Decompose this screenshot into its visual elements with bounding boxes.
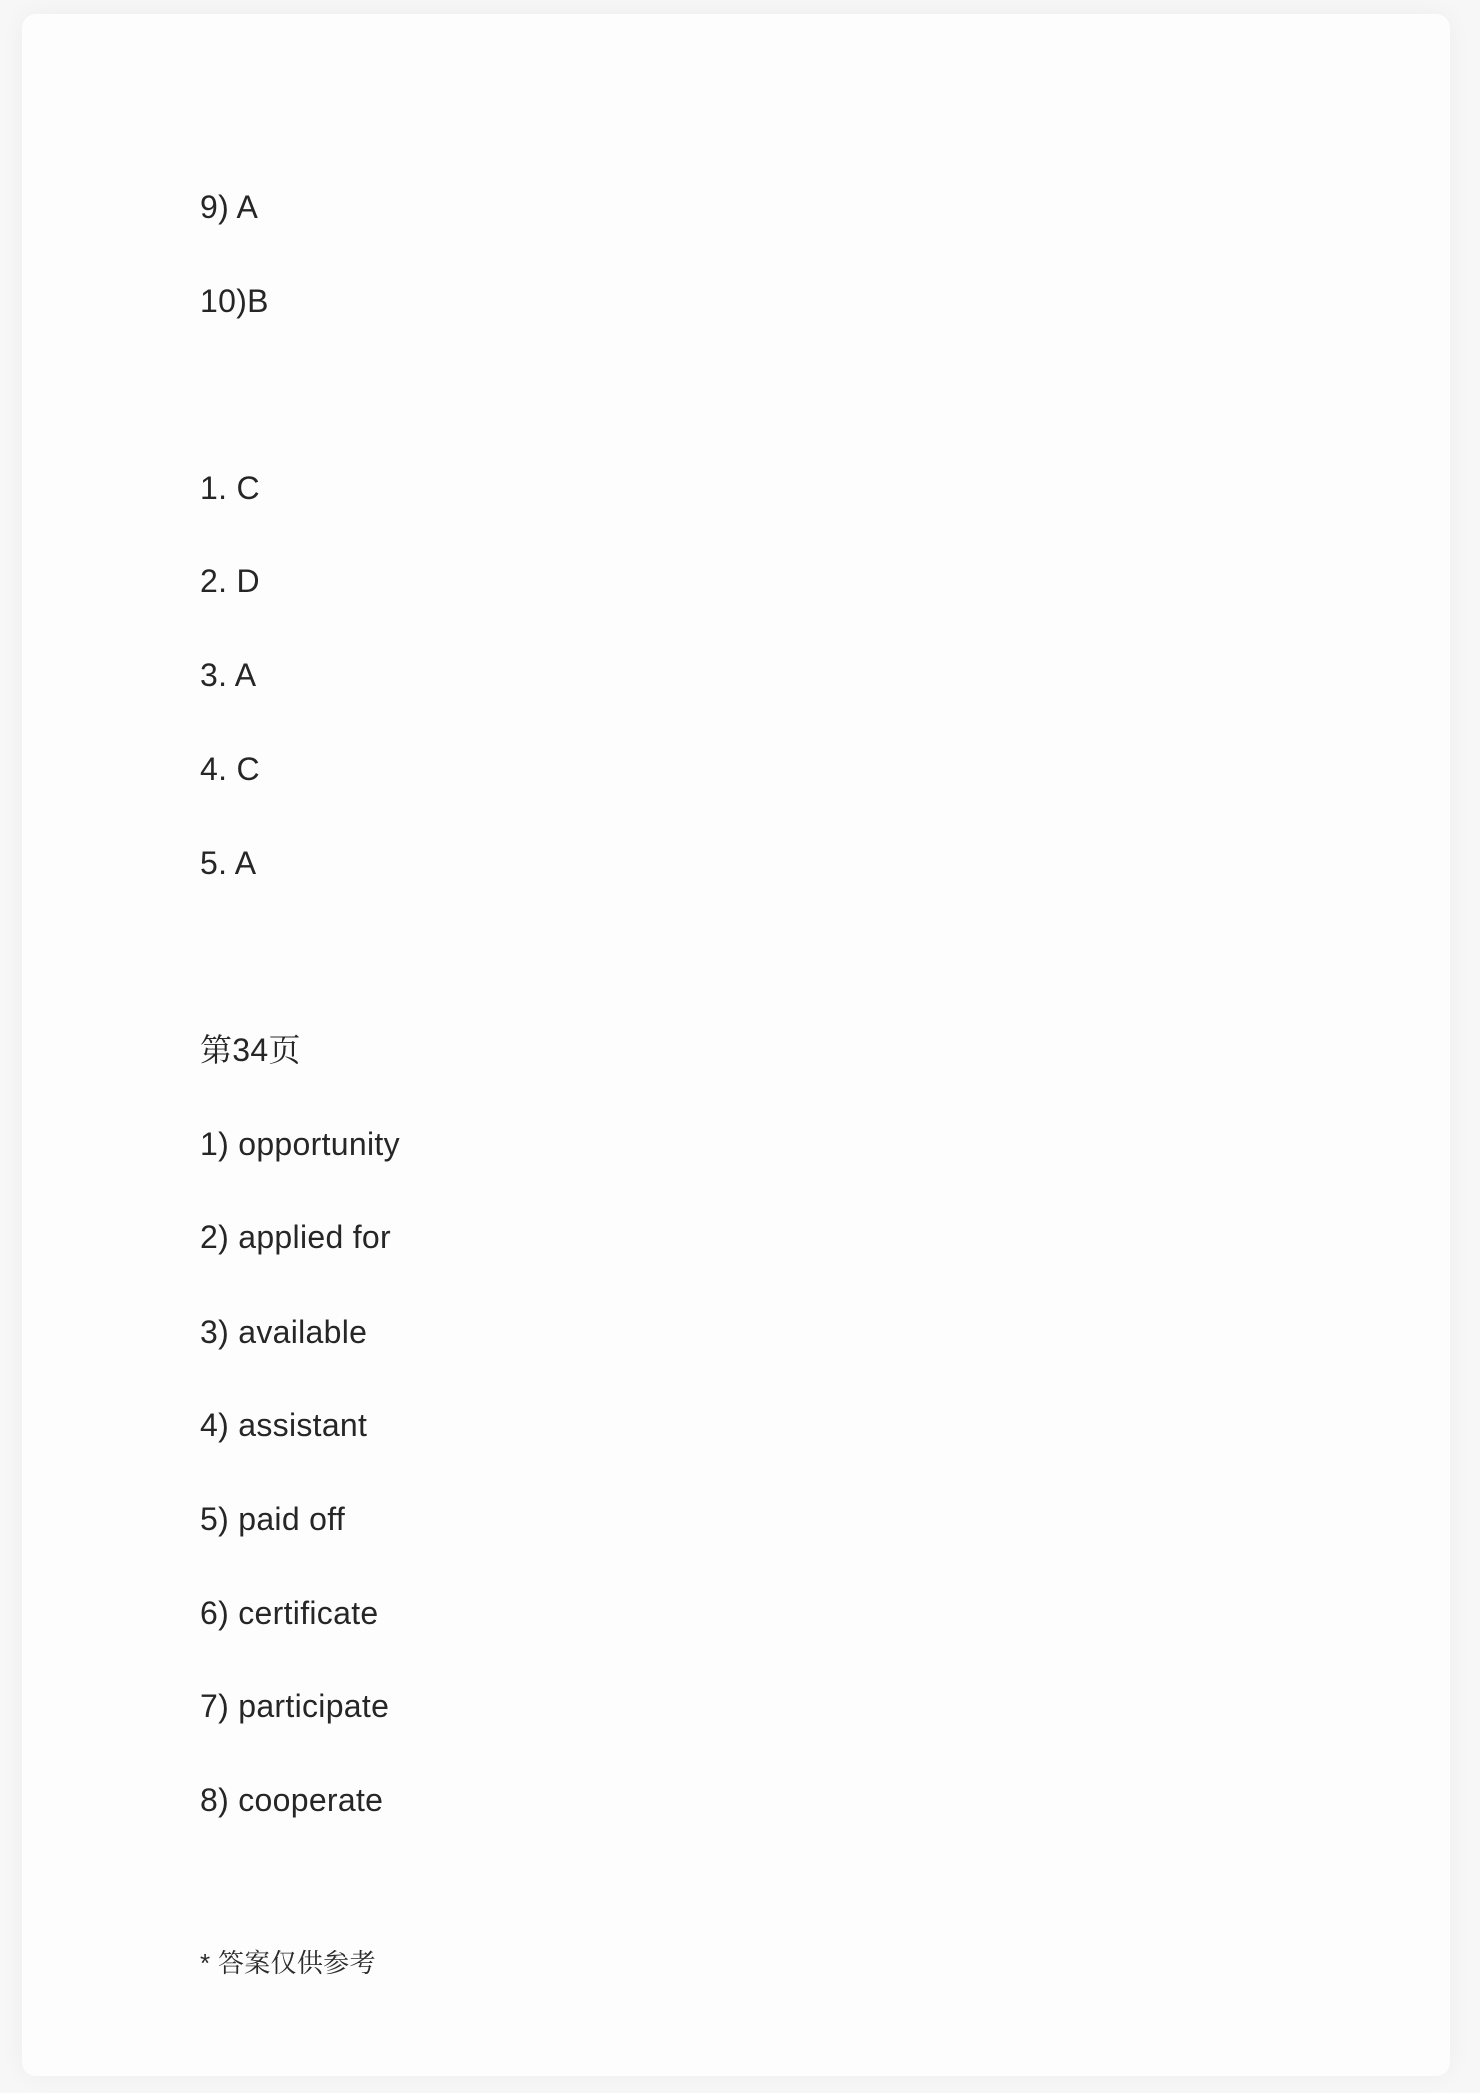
answer-line: 1. C (200, 470, 260, 506)
answer-line: 6) certificate (200, 1595, 379, 1631)
answer-line: 5) paid off (200, 1501, 346, 1537)
answer-line: 4. C (200, 751, 260, 787)
answer-line: 5. A (200, 845, 257, 881)
answer-line: 2) applied for (200, 1219, 391, 1255)
answer-line: 3) available (200, 1314, 368, 1350)
answer-line: 8) cooperate (200, 1782, 384, 1818)
answer-line: 3. A (200, 657, 257, 693)
section-heading: 第34页 (200, 1032, 301, 1068)
answer-line: 4) assistant (200, 1407, 368, 1443)
answer-line: 9) A (200, 189, 259, 225)
answer-line: 1) opportunity (200, 1126, 400, 1162)
footnote: * 答案仅供参考 (200, 1948, 376, 1978)
document-page (22, 14, 1450, 2076)
answer-line: 10)B (200, 283, 269, 319)
answer-line: 7) participate (200, 1688, 390, 1724)
answer-line: 2. D (200, 563, 260, 599)
